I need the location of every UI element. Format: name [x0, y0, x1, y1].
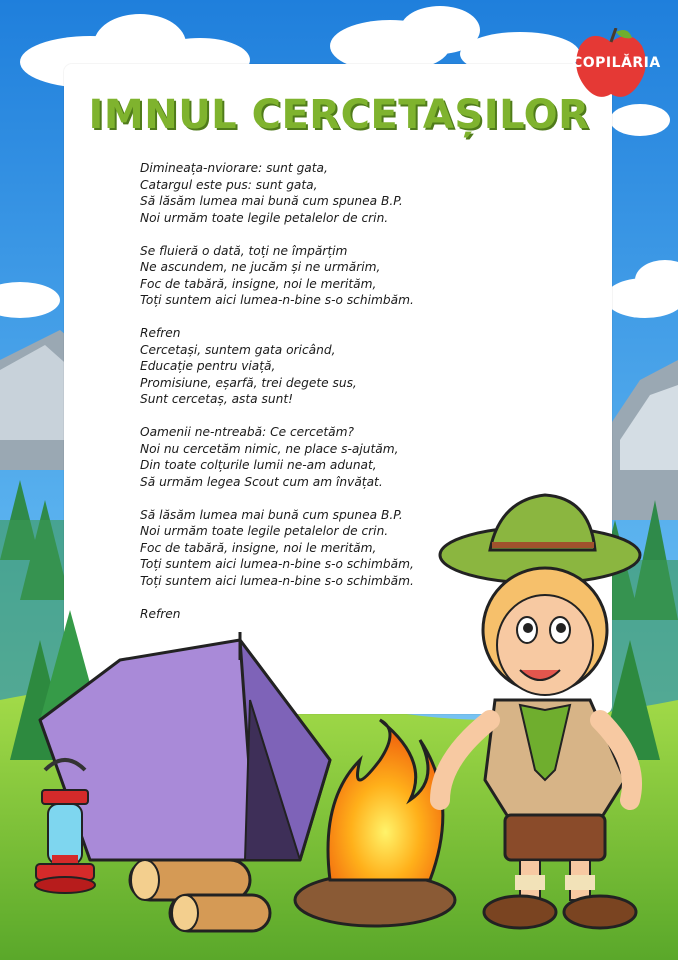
- lyric-line: Dimineața-nviorare: sunt gata,: [140, 161, 328, 175]
- lyric-line: Ne ascundem, ne jucăm și ne urmărim,: [140, 260, 381, 274]
- lyric-line: Noi nu cercetăm nimic, ne place s-ajutăm,: [140, 441, 399, 456]
- lyric-line: Oamenii ne-ntreabă: Ce cercetăm?: [140, 425, 354, 439]
- lyric-line: Toți suntem aici lumea-n-bine s-o schimbăm.: [140, 293, 414, 307]
- lyric-line: Toți suntem aici lumea-n-bine s-o schimbăm.: [140, 573, 414, 588]
- lyric-line: Refren: [140, 606, 181, 621]
- lyric-line: Foc de tabără, insigne, noi le merităm,: [140, 276, 377, 291]
- stanza: [140, 606, 480, 623]
- logs-illustration: [130, 860, 270, 931]
- lyric-line: Foc de tabără, insigne, noi le merităm,: [140, 540, 377, 555]
- lyrics-body: [140, 160, 480, 639]
- stanza: [140, 160, 480, 226]
- lyric-line: Noi urmăm toate legile petalelor de crin.: [140, 524, 389, 538]
- lyric-line: Să lăsăm lumea mai bună cum spunea B.P.: [140, 507, 403, 522]
- page-title: IMNUL CERCETAȘILOR: [88, 92, 590, 138]
- lyric-line: Să urmăm legea Scout cum am învățat.: [140, 474, 383, 489]
- lyric-line: Catargul este pus: sunt gata,: [140, 177, 318, 192]
- lyric-line: Educație pentru viață,: [140, 359, 276, 373]
- lyric-line: Să lăsăm lumea mai bună cum spunea B.P.: [140, 194, 403, 208]
- lyric-line: Toți suntem aici lumea-n-bine s-o schimbăm,: [140, 557, 414, 571]
- lyric-line: Promisiune, eșarfă, trei degete sus,: [140, 375, 357, 390]
- stanza: [140, 243, 480, 309]
- stanza: [140, 424, 480, 490]
- lyric-line: Cercetași, suntem gata oricând,: [140, 342, 336, 357]
- lyric-line: Din toate colțurile lumii ne-am adunat,: [140, 458, 377, 472]
- lyric-line: Se fluieră o dată, toți ne împărțim: [140, 243, 348, 258]
- stanza: [140, 507, 480, 590]
- stanza: [140, 325, 480, 408]
- logo-text: COPILĂRIA: [572, 55, 661, 71]
- lyric-line: Refren: [140, 326, 181, 340]
- lyric-line: Sunt cercetaș, asta sunt!: [140, 392, 293, 406]
- lyric-line: Noi urmăm toate legile petalelor de crin.: [140, 210, 389, 225]
